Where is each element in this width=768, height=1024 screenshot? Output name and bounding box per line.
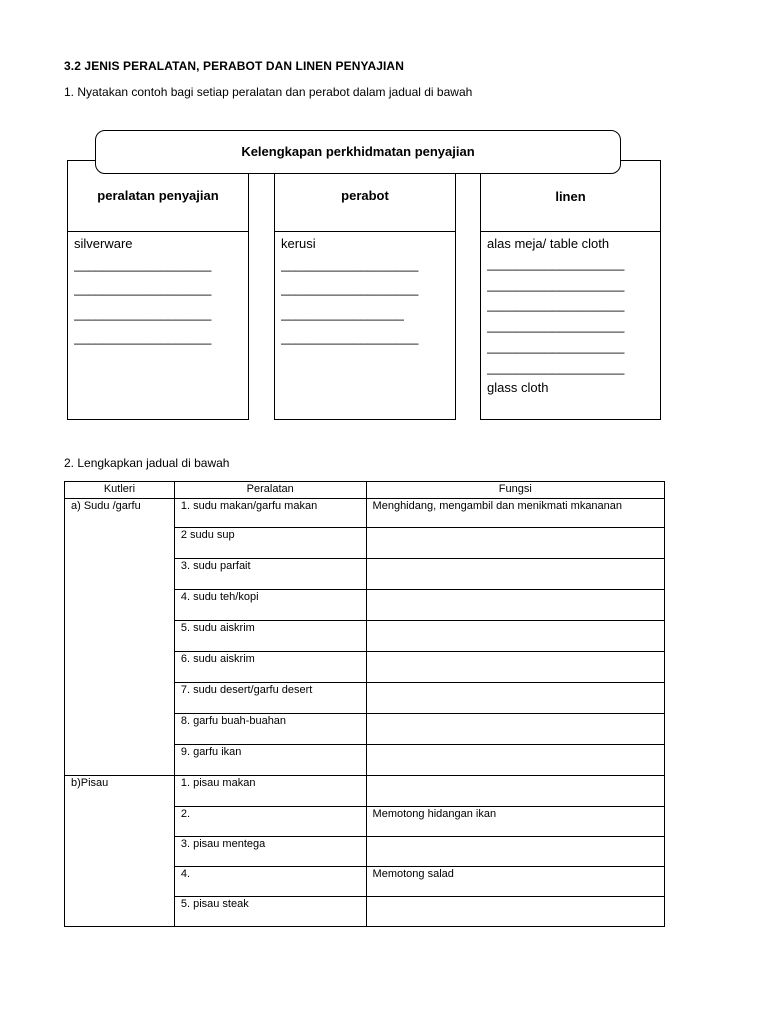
blank-line[interactable]: ___________________ xyxy=(74,330,212,345)
blank-line[interactable]: ___________________ xyxy=(74,256,212,272)
peralatan-cell: 2 sudu sup xyxy=(174,528,366,559)
peralatan-cell: 3. pisau mentega xyxy=(174,837,366,867)
blank-line[interactable]: ___________________ xyxy=(487,276,625,292)
fungsi-cell[interactable] xyxy=(366,683,664,714)
column-peralatan-penyajian xyxy=(67,160,249,420)
fungsi-cell[interactable] xyxy=(366,528,664,559)
column-items xyxy=(487,235,656,396)
blank-line[interactable]: ___________________ xyxy=(74,305,212,321)
blank-line[interactable]: ___________________ xyxy=(487,338,625,354)
list-item: kerusi xyxy=(281,236,316,251)
column-linen xyxy=(480,160,661,420)
peralatan-cell: 4. xyxy=(174,867,366,897)
header-kutleri: Kutleri xyxy=(65,482,175,499)
peralatan-cell: 2. xyxy=(174,807,366,837)
fungsi-cell[interactable] xyxy=(366,897,664,927)
fungsi-cell[interactable] xyxy=(366,559,664,590)
list-item: alas meja/ table cloth xyxy=(487,236,610,251)
fungsi-cell[interactable] xyxy=(366,714,664,745)
table-header-row xyxy=(65,482,665,499)
blank-line[interactable]: ___________________ xyxy=(487,255,625,271)
group-label-sudu-garfu: a) Sudu /garfu xyxy=(65,499,175,776)
blank-line[interactable]: ___________________ xyxy=(487,318,625,334)
column-header: peralatan penyajian xyxy=(68,161,248,232)
kutleri-table xyxy=(64,481,665,927)
fungsi-cell[interactable] xyxy=(366,621,664,652)
column-header: linen xyxy=(481,161,660,232)
column-header: perabot xyxy=(275,161,455,232)
header-peralatan: Peralatan xyxy=(174,482,366,499)
peralatan-cell: 7. sudu desert/garfu desert xyxy=(174,683,366,714)
table-row xyxy=(65,776,665,807)
instruction-1: 1. Nyatakan contoh bagi setiap peralatan dan perabot dalam jadual di bawah xyxy=(64,85,473,99)
column-items xyxy=(281,235,451,347)
peralatan-cell: 6. sudu aiskrim xyxy=(174,652,366,683)
section-heading: 3.2 JENIS PERALATAN, PERABOT DAN LINEN PENYAJIAN xyxy=(64,59,404,73)
fungsi-cell[interactable] xyxy=(366,837,664,867)
peralatan-cell: 4. sudu teh/kopi xyxy=(174,590,366,621)
fungsi-cell[interactable]: Memotong salad xyxy=(366,867,664,897)
peralatan-cell: 5. pisau steak xyxy=(174,897,366,927)
peralatan-cell: 1. pisau makan xyxy=(174,776,366,807)
blank-line[interactable]: ___________________ xyxy=(487,359,625,375)
peralatan-cell: 1. sudu makan/garfu makan xyxy=(174,499,366,528)
blank-line[interactable]: ___________________ xyxy=(74,281,212,296)
group-label-pisau: b)Pisau xyxy=(65,776,175,927)
column-items xyxy=(74,235,244,347)
list-item: silverware xyxy=(74,236,133,251)
list-item: glass cloth xyxy=(487,379,549,395)
fungsi-cell[interactable]: Memotong hidangan ikan xyxy=(366,807,664,837)
blank-line[interactable]: ___________________ xyxy=(281,330,419,345)
fungsi-cell[interactable] xyxy=(366,590,664,621)
blank-line[interactable]: _________________ xyxy=(281,305,404,321)
table-row xyxy=(65,499,665,528)
diagram-banner: Kelengkapan perkhidmatan penyajian xyxy=(95,130,621,174)
blank-line[interactable]: ___________________ xyxy=(487,297,625,313)
fungsi-cell[interactable] xyxy=(366,652,664,683)
peralatan-cell: 3. sudu parfait xyxy=(174,559,366,590)
peralatan-cell: 9. garfu ikan xyxy=(174,745,366,776)
peralatan-cell: 8. garfu buah-buahan xyxy=(174,714,366,745)
fungsi-cell[interactable]: Menghidang, mengambil dan menikmati mkananan xyxy=(366,499,664,528)
blank-line[interactable]: ___________________ xyxy=(281,256,419,272)
fungsi-cell[interactable] xyxy=(366,745,664,776)
instruction-2: 2. Lengkapkan jadual di bawah xyxy=(64,456,230,470)
column-perabot xyxy=(274,160,456,420)
header-fungsi: Fungsi xyxy=(366,482,664,499)
peralatan-cell: 5. sudu aiskrim xyxy=(174,621,366,652)
fungsi-cell[interactable] xyxy=(366,776,664,807)
blank-line[interactable]: ___________________ xyxy=(281,281,419,296)
